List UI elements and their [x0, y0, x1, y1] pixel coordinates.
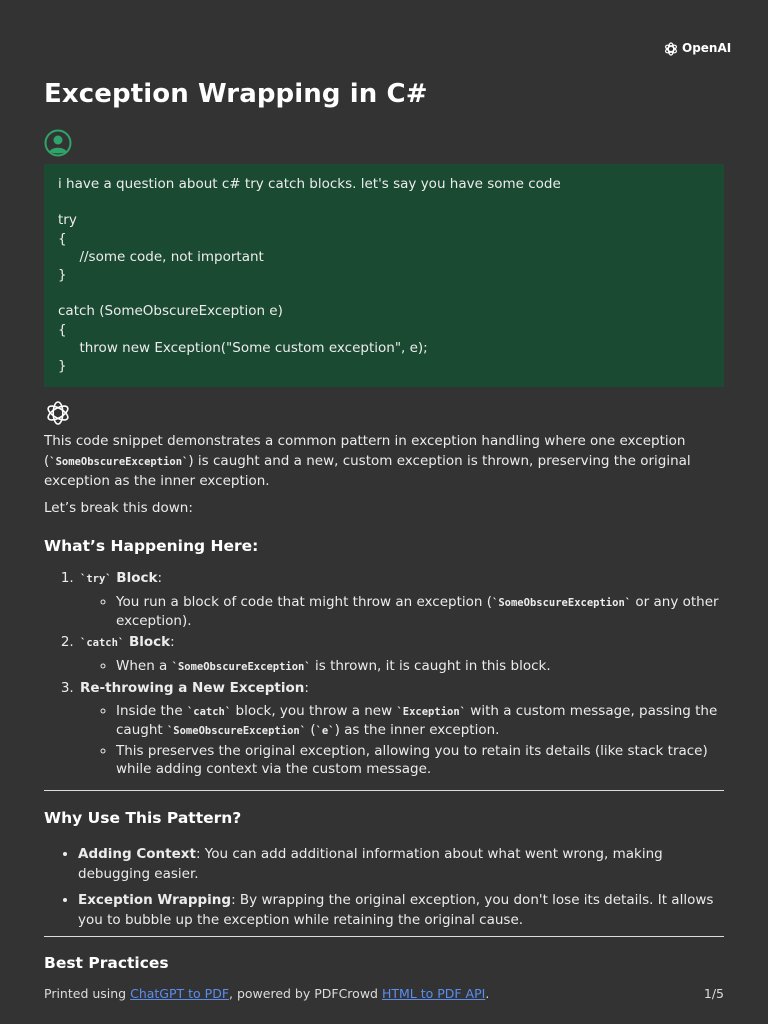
sub-text: Inside the — [116, 703, 187, 720]
step-title: Block — [124, 634, 171, 651]
brand-name: OpenAI — [682, 41, 732, 55]
step-item — [78, 569, 724, 630]
step-title: Re-throwing a New Exception — [80, 680, 305, 697]
sub-text: ( — [306, 722, 316, 739]
footer-text: . — [485, 986, 490, 1001]
page-number: 1/5 — [703, 986, 724, 1001]
divider — [44, 936, 724, 937]
step-colon: : — [157, 570, 163, 587]
divider — [44, 790, 724, 791]
section-heading-why: Why Use This Pattern? — [44, 809, 242, 828]
footer-credit — [44, 985, 489, 1003]
sub-list — [116, 702, 724, 778]
step-item — [78, 679, 724, 778]
step-title: Block — [111, 570, 158, 587]
footer-text: , powered by PDFCrowd — [229, 986, 382, 1001]
inline-code: `SomeObscureException` — [171, 661, 311, 674]
sub-list-item — [116, 702, 724, 740]
steps-list — [78, 569, 724, 778]
sub-list — [116, 657, 724, 676]
html-to-pdf-api-link[interactable]: HTML to PDF API — [381, 986, 486, 1001]
sub-text: ) as the inner exception. — [334, 722, 500, 739]
inline-code: `e` — [315, 725, 335, 738]
sub-text: You run a block of code that might throw an exception ( — [116, 594, 493, 611]
reason-item — [78, 844, 724, 884]
intro-paragraph — [44, 432, 724, 492]
step-colon: : — [304, 680, 309, 697]
reason-text: : By wrapping the original exception, you don't lose its details. It allows you to bubble up the exception while retaining the original cause. — [78, 891, 714, 928]
sub-list-item — [116, 657, 724, 676]
user-avatar-icon — [44, 129, 72, 157]
step-colon: : — [170, 634, 175, 651]
reason-title: Adding Context — [78, 845, 196, 862]
reasons-list — [78, 844, 724, 930]
inline-code: `SomeObscureException` — [166, 725, 307, 738]
section-heading-best: Best Practices — [44, 953, 169, 972]
print-footer — [44, 985, 724, 1003]
sub-text: or any other exception). — [116, 594, 719, 630]
reason-item — [78, 890, 724, 930]
intro-text: This code snippet demonstrates a common pattern in exception handling where one exception ( — [44, 433, 686, 469]
inline-code: `try` — [80, 573, 112, 586]
chatgpt-avatar-icon — [44, 399, 72, 427]
sub-list-item: ◦ This preserves the original exception, allowing you to retain its details (like stack trace) while adding context via the custom message. — [116, 742, 724, 778]
section-heading-what: What’s Happening Here: — [44, 537, 259, 555]
footer-text: Printed using — [44, 986, 131, 1001]
step-item — [78, 633, 724, 676]
reason-title: Exception Wrapping — [78, 891, 232, 908]
page-title: Exception Wrapping in C# — [44, 79, 428, 109]
openai-logo — [663, 40, 731, 57]
sub-list-item — [116, 593, 724, 630]
inline-code: `catch` — [80, 637, 125, 650]
openai-icon — [663, 41, 679, 57]
sub-list — [116, 593, 724, 630]
chatgpt-to-pdf-link[interactable]: ChatGPT to PDF — [130, 986, 230, 1001]
sub-text: When a — [116, 658, 172, 675]
intro-text: ) is caught and a new, custom exception is thrown, preserving the original exception as the inner exception. — [44, 452, 691, 489]
assistant-message — [44, 432, 724, 974]
inline-code: `SomeObscureException` — [49, 455, 189, 468]
sub-text: with a custom message, passing the caught — [116, 703, 718, 739]
inline-code: `catch` — [186, 706, 232, 719]
inline-code: `Exception` — [396, 706, 466, 719]
sub-text: block, you throw a new — [231, 703, 397, 720]
sub-text: is thrown, it is caught in this block. — [310, 658, 551, 675]
user-message: i have a question about c# try catch blocks. let's say you have some code try { //some code, not important } catch (SomeObscureException e) { throw new Exception("Some custom exception", e); } — [44, 164, 724, 387]
breakdown-paragraph: Let’s break this down: — [44, 499, 193, 516]
inline-code: `SomeObscureException` — [492, 597, 632, 610]
reason-text: : You can add additional information about what went wrong, making debugging easier. — [78, 845, 663, 882]
